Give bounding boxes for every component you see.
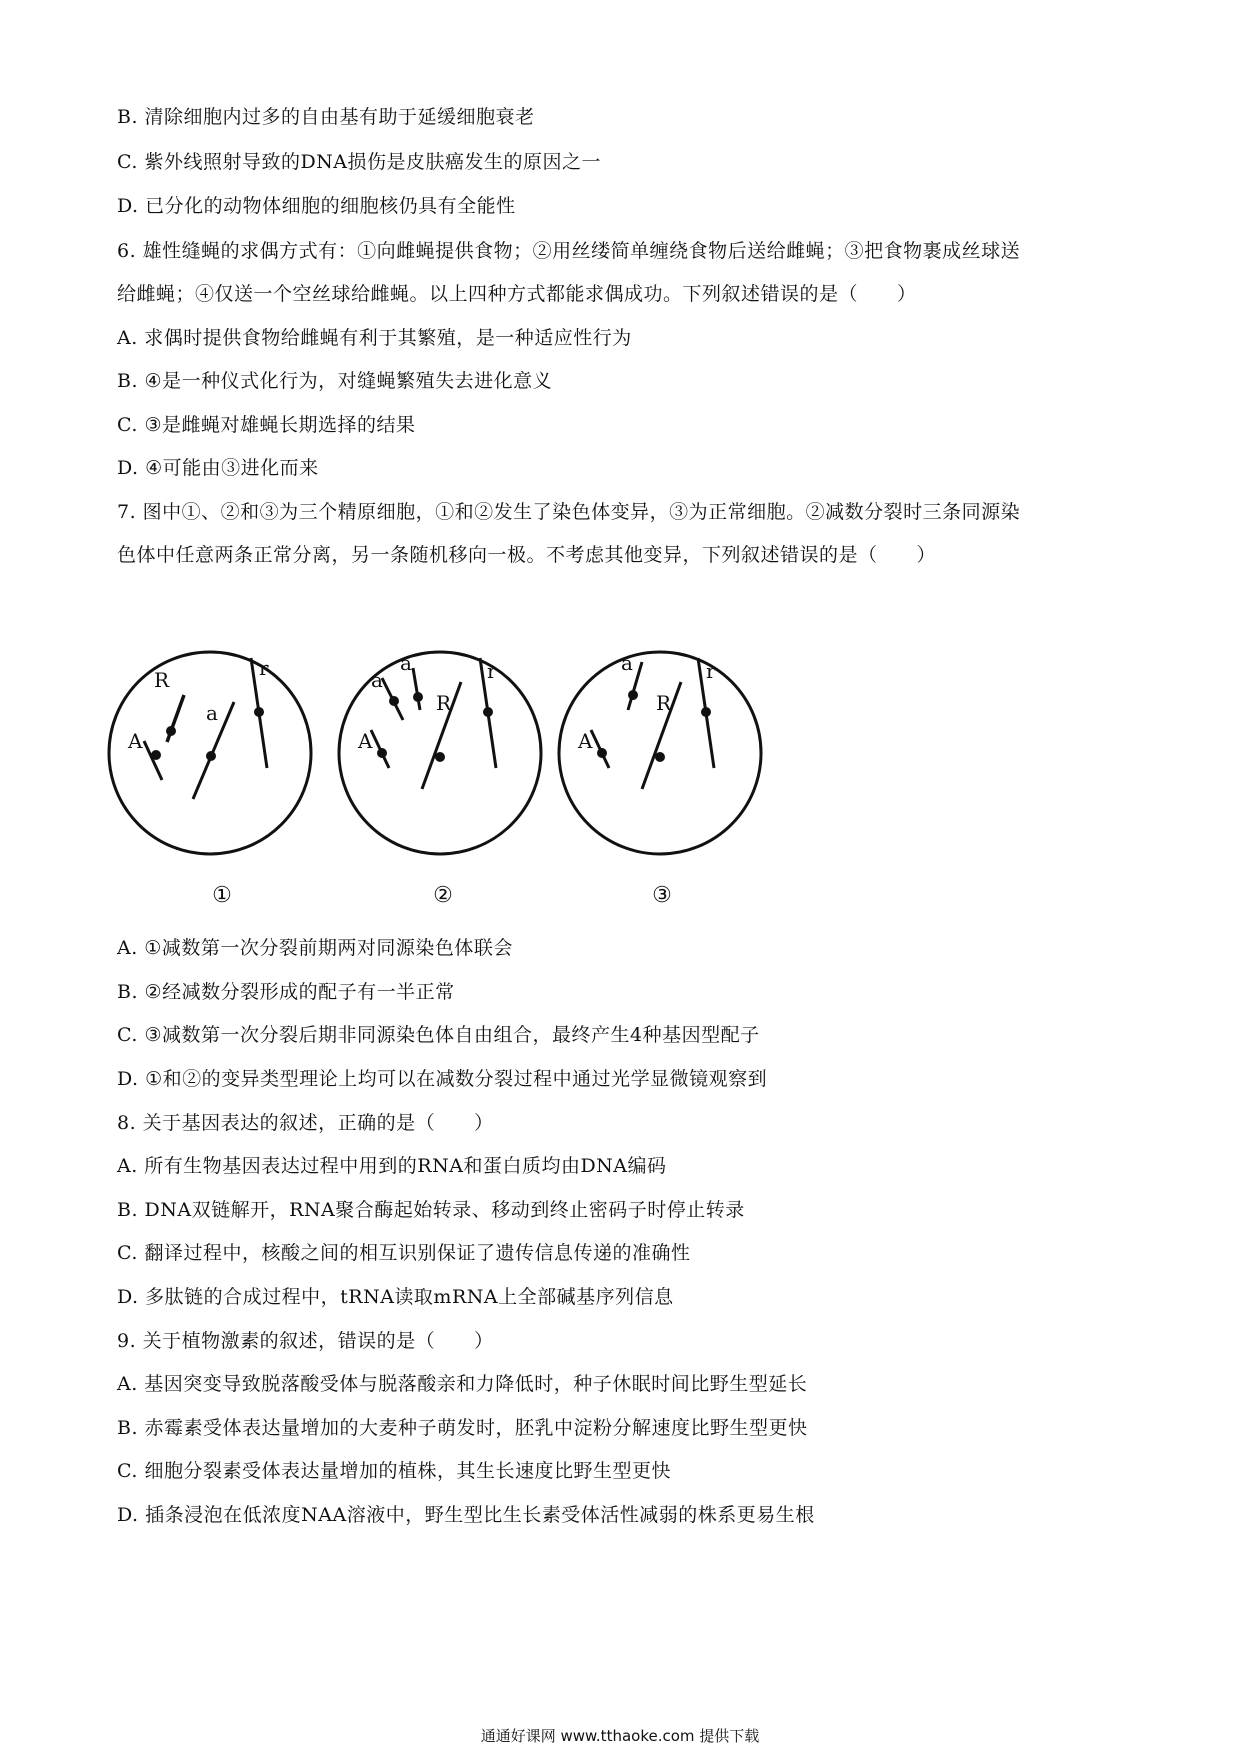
gene-label: R (656, 691, 672, 715)
question-8-stem: 8. 关于基因表达的叙述，正确的是（ ） (117, 1112, 494, 1134)
option-7c: C. ③减数第一次分裂后期非同源染色体自由组合，最终产生4种基因型配子 (117, 1024, 760, 1046)
gene-label: a (206, 701, 218, 725)
option-6b: B. ④是一种仪式化行为，对缝蝇繁殖失去进化意义 (117, 370, 553, 392)
gene-label: R (154, 668, 170, 692)
option-6a: A. 求偶时提供食物给雌蝇有利于其繁殖，是一种适应性行为 (117, 327, 632, 349)
question-9-stem: 9. 关于植物激素的叙述，错误的是（ ） (117, 1330, 494, 1352)
gene-label: A (358, 729, 373, 753)
gene-label: a (371, 668, 383, 692)
option-8b: B. DNA双链解开，RNA聚合酶起始转录、移动到终止密码子时停止转录 (117, 1199, 745, 1221)
option-9a: A. 基因突变导致脱落酸受体与脱落酸亲和力降低时，种子休眠时间比野生型延长 (117, 1373, 808, 1395)
gene-label: a (621, 651, 633, 675)
option-9c: C. 细胞分裂素受体表达量增加的植株，其生长速度比野生型更快 (117, 1460, 671, 1482)
gene-label: r (487, 659, 497, 683)
gene-label: R (436, 691, 452, 715)
text-line-5d: D. 已分化的动物体细胞的细胞核仍具有全能性 (117, 195, 516, 217)
option-6d: D. ④可能由③进化而来 (117, 457, 319, 479)
question-7-stem: 7. 图中①、②和③为三个精原细胞，①和②发生了染色体变异，③为正常细胞。②减数分裂时三条同源染 (117, 501, 1021, 523)
question-6-stem: 6. 雄性缝蝇的求偶方式有：①向雌蝇提供食物；②用丝缕简单缠绕食物后送给雌蝇；③把食物裹成丝球送 (117, 240, 1021, 262)
chromosome-figure (100, 640, 880, 920)
option-8c: C. 翻译过程中，核酸之间的相互识别保证了遗传信息传递的准确性 (117, 1242, 691, 1264)
option-9d: D. 插条浸泡在低浓度NAA溶液中，野生型比生长素受体活性减弱的株系更易生根 (117, 1504, 815, 1526)
cell-2-chromosome-a2 (413, 668, 420, 710)
cell-1-chromosome-A2 (144, 741, 162, 780)
option-7b: B. ②经减数分裂形成的配子有一半正常 (117, 981, 455, 1003)
cell-3-label: ③ (652, 883, 672, 908)
gene-label: a (400, 651, 412, 675)
footer-watermark: 通通好课网 www.tthaoke.com 提供下载 (480, 1727, 760, 1745)
gene-label: r (259, 656, 269, 680)
gene-label: r (706, 659, 716, 683)
option-8d: D. 多肽链的合成过程中，tRNA读取mRNA上全部碱基序列信息 (117, 1286, 674, 1308)
option-8a: A. 所有生物基因表达过程中用到的RNA和蛋白质均由DNA编码 (117, 1155, 667, 1177)
option-7a: A. ①减数第一次分裂前期两对同源染色体联会 (117, 937, 513, 959)
cell-2-label: ② (433, 883, 453, 908)
text-line-5b: B. 清除细胞内过多的自由基有助于延缓细胞衰老 (117, 106, 535, 128)
option-6c: C. ③是雌蝇对雄蝇长期选择的结果 (117, 414, 416, 436)
gene-label: A (578, 729, 593, 753)
text-line-5c: C. 紫外线照射导致的DNA损伤是皮肤癌发生的原因之一 (117, 151, 602, 173)
question-7-stem-cont: 色体中任意两条正常分离，另一条随机移向一极。不考虑其他变异，下列叙述错误的是（ ） (117, 544, 937, 566)
gene-label: A (128, 729, 143, 753)
option-9b: B. 赤霉素受体表达量增加的大麦种子萌发时，胚乳中淀粉分解速度比野生型更快 (117, 1417, 808, 1439)
question-6-stem-cont: 给雌蝇；④仅送一个空丝球给雌蝇。以上四种方式都能求偶成功。下列叙述错误的是（ ） (117, 283, 917, 305)
option-7d: D. ①和②的变异类型理论上均可以在减数分裂过程中通过光学显微镜观察到 (117, 1068, 768, 1090)
cell-1-label: ① (212, 883, 232, 908)
